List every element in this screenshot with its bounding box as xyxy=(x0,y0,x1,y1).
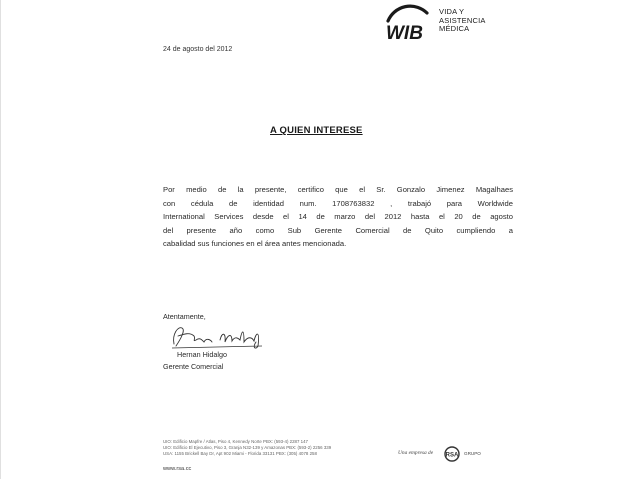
body-line: con cédula de identidad num. 1708763832 , trabajó para Worldwide xyxy=(163,198,513,208)
footer-address-line: USA: 1155 Brickell Bay Dr, Apt 902 Miami - Florida 33131 PBX: (305) 4078 258 xyxy=(163,451,317,457)
footer-website: www.rsa.cc xyxy=(163,466,192,472)
body-line: del presente año como Sub Gerente Comercial de Quito cumpliendo a xyxy=(163,225,513,235)
logo-tagline xyxy=(439,8,486,34)
body-line: International Services desde el 14 de marzo del 2012 hasta el 20 de agosto xyxy=(163,212,513,222)
wib-logo-icon xyxy=(380,4,436,44)
page-edge-divider xyxy=(0,0,1,479)
logo-tagline-line: VIDA Y xyxy=(439,7,465,16)
logo-wordmark: WIB xyxy=(386,23,423,44)
footer-address-line: UIO: Edificio Mapfre / Atlas, Piso 4, Kennedy Norte PBX: (593-4) 2287 147 xyxy=(163,439,308,444)
body-line: Por medio de la presente, certifico que el Sr. Gonzalo Jimenez Magalhaes xyxy=(163,185,513,194)
footer-addresses xyxy=(163,439,331,458)
logo-tagline-line: MÉDICA xyxy=(439,24,470,33)
group-name: GRUPO xyxy=(464,451,481,456)
rsa-logo-icon xyxy=(443,446,461,462)
letter-heading: A QUIEN INTERESE xyxy=(270,125,363,136)
logo-tagline-line: ASISTENCIA xyxy=(439,15,486,25)
handwritten-signature xyxy=(170,322,270,352)
group-label: Una empresa de xyxy=(398,450,434,456)
letter-date: 24 de agosto del 2012 xyxy=(163,46,233,53)
rsa-logo-text: RSA xyxy=(445,452,459,459)
letter-closing: Atentamente, xyxy=(163,312,206,321)
signer-name: Hernan Hidalgo xyxy=(177,350,227,359)
signer-title: Gerente Comercial xyxy=(163,362,224,371)
body-line: cabalidad sus funciones en el área antes mencionada. xyxy=(163,239,347,249)
wib-logo xyxy=(380,4,490,46)
letter-body xyxy=(163,183,513,251)
footer-address-line: UIO: Edificio El Ejecutivo, Piso 3, Granja N32-139 y Amazonas PBX: (593-2) 2256 339 xyxy=(163,445,332,451)
